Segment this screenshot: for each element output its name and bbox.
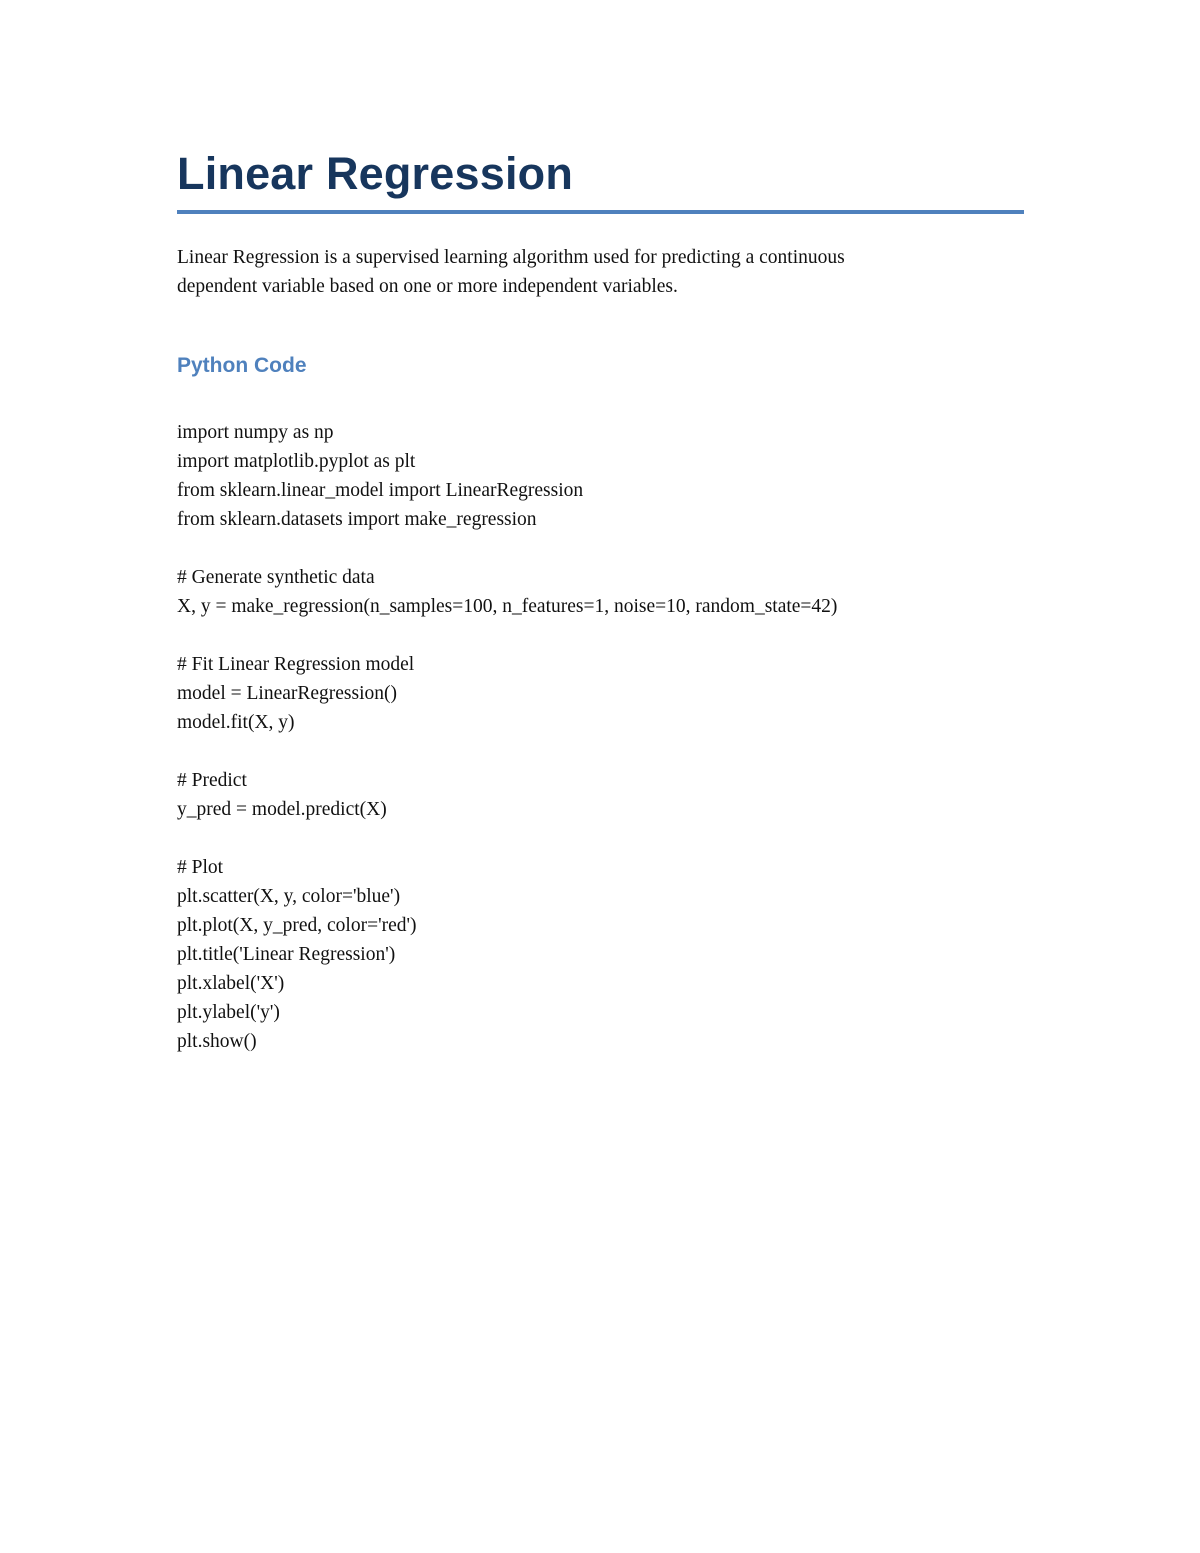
code-blank-line [177,621,1024,650]
code-line: from sklearn.linear_model import LinearRegression [177,480,584,501]
section-heading: Python Code [177,354,307,377]
code-blank-line [177,824,1024,853]
code-line: plt.ylabel('y') [177,1002,280,1023]
code-line: plt.show() [177,1031,257,1052]
code-line: plt.title('Linear Regression') [177,944,396,965]
title-underline-rule [177,210,1024,214]
document-content [177,146,1024,1056]
code-line: # Plot [177,857,224,878]
code-line: import matplotlib.pyplot as plt [177,451,416,472]
intro-paragraph [177,243,1024,301]
code-line: # Predict [177,770,247,791]
intro-line: Linear Regression is a supervised learning algorithm used for predicting a continuous [177,247,845,268]
code-line: model.fit(X, y) [177,712,295,733]
code-line: model = LinearRegression() [177,683,398,704]
code-line: X, y = make_regression(n_samples=100, n_features=1, noise=10, random_state=42) [177,596,838,617]
code-blank-line [177,534,1024,563]
code-block [177,418,1024,1056]
code-line: plt.scatter(X, y, color='blue') [177,886,401,907]
code-line: plt.plot(X, y_pred, color='red') [177,915,417,936]
code-line: plt.xlabel('X') [177,973,285,994]
code-line: # Fit Linear Regression model [177,654,415,675]
code-line: y_pred = model.predict(X) [177,799,387,820]
document-title: Linear Regression [177,148,574,199]
code-line: import numpy as np [177,422,334,443]
intro-line: dependent variable based on one or more independent variables. [177,276,678,297]
code-line: from sklearn.datasets import make_regression [177,509,537,530]
code-line: # Generate synthetic data [177,567,375,588]
code-blank-line [177,737,1024,766]
